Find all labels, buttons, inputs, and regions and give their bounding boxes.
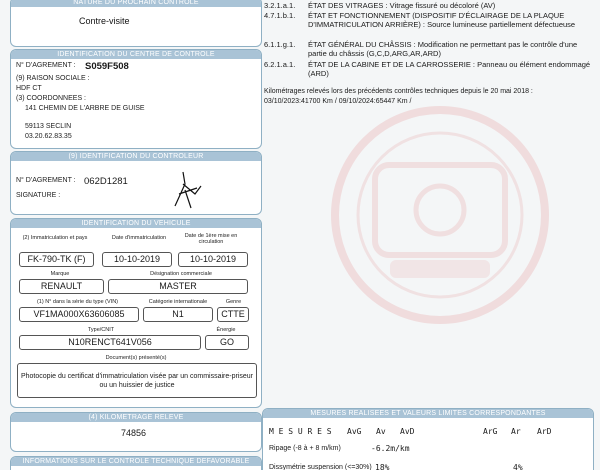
centre-phone: 03.20.62.83.35 (25, 133, 72, 140)
date-immat-field: 10-10-2019 (102, 252, 172, 267)
vehicle-panel (10, 218, 262, 408)
documents-field: Photocopie du certificat d'immatriculation visée par un commissaire-priseur ou un huissier de justice (17, 363, 257, 398)
vin-field: VF1MA000X63606085 (19, 307, 139, 322)
watermark-logo (320, 95, 560, 335)
marque-field: RENAULT (19, 279, 104, 294)
raison-sociale-label: (9) RAISON SOCIALE : (16, 75, 90, 82)
measures-panel (262, 408, 594, 470)
unfavorable-header: INFORMATIONS SUR LE CONTROLE TECHNIQUE DEFAVORABLE (11, 457, 261, 466)
energie-caption: Énergie (216, 327, 236, 333)
defect-text: ÉTAT DE LA CABINE ET DE LA CARROSSERIE : Panneau ou élément endommagé (ARD) (308, 60, 591, 79)
col-ard: ArD (537, 427, 552, 436)
marque-caption: Marque (50, 271, 70, 277)
type-cnit-field: N10RENCT641V056 (19, 335, 201, 350)
col-arg: ArG (483, 427, 498, 436)
vehicle-header: IDENTIFICATION DU VEHICULE (11, 219, 261, 228)
measure-row-value-ar: 4% (513, 463, 523, 470)
controleur-agrement-value: 062D1281 (84, 176, 128, 187)
km-value: 74856 (121, 428, 147, 438)
categorie-caption: Catégorie internationale (148, 299, 208, 305)
designation-field: MASTER (108, 279, 248, 294)
defect-text: ÉTAT ET FONCTIONNEMENT (DISPOSITIF D'ÉCLAIRAGE DE LA PLAQUE D'IMMATRICULATION ARRIÈRE) : Source lumineuse partiellement défectueuse (308, 11, 576, 30)
next-control-header: NATURE DU PROCHAIN CONTROLE (11, 0, 261, 7)
type-caption: Type/CNIT (87, 327, 115, 333)
controleur-panel (10, 151, 262, 215)
date-immat-caption: Date d'immatriculation (111, 235, 167, 241)
immat-caption: (2) Immatriculation et pays (22, 235, 88, 241)
km-history: Kilométrages relevés lors des précédents contrôles techniques depuis le 20 mai 2018 : 03/10/2023:41700 Km / 09/10/2024:65447 Km / (264, 88, 533, 105)
categorie-field: N1 (143, 307, 213, 322)
defect-code: 3.2.1.a.1. (264, 1, 296, 10)
controleur-header: (9) IDENTIFICATION DU CONTROLEUR (11, 152, 261, 161)
centre-address-line1: 141 CHEMIN DE L'ARBRE DE GUISE (25, 105, 145, 112)
designation-caption: Désignation commerciale (150, 271, 212, 277)
km-header: (4) KILOMETRAGE RELEVE (11, 413, 261, 422)
documents-caption: Document(s) présenté(s) (105, 355, 167, 361)
defect-code: 6.1.1.g.1. (264, 40, 296, 49)
measure-row-value-av: 18% (375, 463, 390, 470)
signature-image (161, 164, 211, 214)
centre-address-line2: 59113 SECLIN (25, 123, 72, 130)
measure-row-label: Dissymétrie suspension (<=30%) (269, 464, 372, 470)
defect-code: 4.7.1.b.1. (264, 11, 296, 20)
date-circ-field: 10-10-2019 (178, 252, 248, 267)
defect-item (264, 1, 594, 10)
defect-item (264, 11, 594, 30)
col-avd: AvD (400, 427, 415, 436)
genre-caption: Genre (225, 299, 242, 305)
unfavorable-panel (10, 456, 262, 470)
col-avg: AvG (347, 427, 362, 436)
centre-agrement-label: N° D'AGREMENT : (16, 62, 76, 69)
vin-caption: (1) N° dans la série du type (VIN) (36, 299, 119, 305)
centre-agrement-value: S059F508 (85, 61, 129, 72)
defect-text: ÉTAT DES VITRAGES : Vitrage fissuré ou décoloré (AV) (308, 1, 496, 10)
km-panel (10, 412, 262, 452)
measures-column-label: M E S U R E S (269, 427, 332, 436)
defect-code: 6.2.1.a.1. (264, 60, 296, 69)
energie-field: GO (205, 335, 249, 350)
genre-field: CTTE (217, 307, 249, 322)
col-av: Av (376, 427, 386, 436)
defect-text: ÉTAT GÉNÉRAL DU CHÂSSIS : Modification ne permettant pas le contrôle d'une partie du châssis (G,C,D,ARG,AR,ARD) (308, 40, 578, 59)
measure-row-value-av: -6.2m/km (371, 444, 410, 453)
centre-header: IDENTIFICATION DU CENTRE DE CONTROLE (11, 50, 261, 59)
immat-field: FK-790-TK (F) (19, 252, 94, 267)
raison-sociale-value: HDF CT (16, 85, 42, 92)
signature-label: SIGNATURE : (16, 192, 61, 199)
next-control-panel (10, 0, 262, 47)
defect-item (264, 60, 594, 79)
measures-header: MESURES REALISEES ET VALEURS LIMITES CORRESPONDANTES (263, 409, 593, 418)
date-circ-caption: Date de 1ère mise en circulation (184, 233, 238, 245)
next-control-value: Contre-visite (79, 16, 130, 26)
defect-item (264, 40, 594, 59)
coordonnees-label: (3) COORDONNEES : (16, 95, 87, 102)
controleur-agrement-label: N° D'AGREMENT : (16, 177, 76, 184)
col-ar: Ar (511, 427, 521, 436)
measure-row-label: Ripage (-8 à + 8 m/km) (269, 445, 341, 452)
centre-panel (10, 49, 262, 149)
